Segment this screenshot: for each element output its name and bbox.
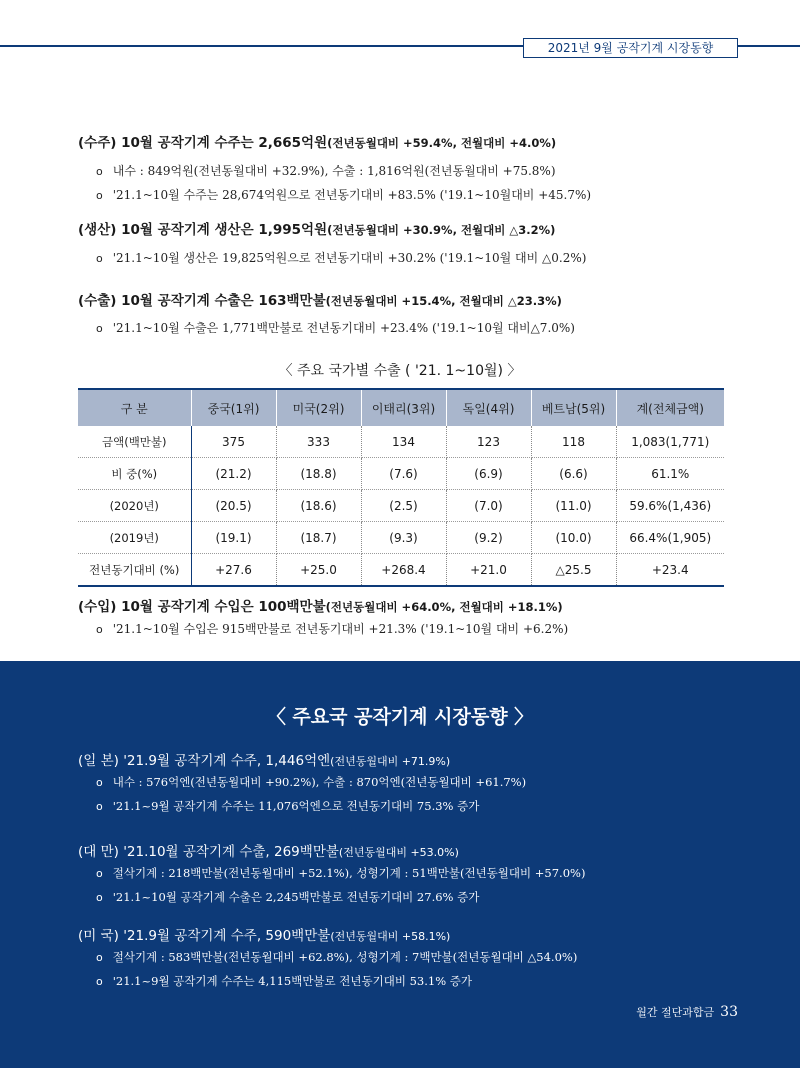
table-cell: 66.4%(1,905) [616, 522, 724, 554]
bullet-icon: o [96, 189, 103, 202]
list-item: o 내수 : 576억엔(전년동월대비 +90.2%), 수출 : 870억엔(전년동월대비 +61.7%) [96, 775, 527, 789]
list-item: o 절삭기계 : 583백만불(전년동월대비 +62.8%), 성형기계 : 7백만불(전년동월대비 △54.0%) [96, 950, 578, 964]
list-item: o '21.1~10월 수입은 915백만불로 전년동기대비 +21.3% ('19.1~10월 대비 +6.2%) [96, 622, 569, 636]
exports-note: (전년동월대비 +15.4%, 전월대비 △23.3%) [325, 294, 562, 308]
table-cell: (2020년) [78, 490, 191, 522]
table-cell: (9.2) [446, 522, 531, 554]
table-row [78, 554, 724, 587]
table-row [78, 458, 724, 490]
exports-title: (수출) 10월 공작기계 수출은 163백만불 [78, 293, 326, 309]
table-cell: +21.0 [446, 554, 531, 587]
table-cell: 금액(백만불) [78, 426, 191, 458]
production-title: (생산) 10월 공작기계 생산은 1,995억원 [78, 222, 328, 238]
table-cell: (7.0) [446, 490, 531, 522]
export-by-country-table [78, 388, 724, 587]
table-cell: (11.0) [531, 490, 616, 522]
table-cell: (9.3) [361, 522, 446, 554]
table-row [78, 490, 724, 522]
table-row [78, 522, 724, 554]
table-cell: +268.4 [361, 554, 446, 587]
bullet-icon: o [96, 800, 103, 813]
table-cell: (7.6) [361, 458, 446, 490]
bullet-icon: o [96, 975, 103, 988]
page-footer [636, 1004, 738, 1020]
table-cell: (18.6) [276, 490, 361, 522]
table-cell: (18.7) [276, 522, 361, 554]
header-title: 2021년 9월 공작기계 시장동향 [523, 38, 738, 58]
production-note: (전년동월대비 +30.9%, 전월대비 △3.2%) [327, 223, 556, 237]
section-usa-heading: (미 국) '21.9월 공작기계 수주, 590백만불(전년동월대비 +58.1%) [78, 928, 451, 944]
table-row [78, 426, 724, 458]
table-cell: 134 [361, 426, 446, 458]
table-cell: 전년동기대비 (%) [78, 554, 191, 587]
bullet-icon: o [96, 322, 103, 335]
table-cell: 61.1% [616, 458, 724, 490]
bullet-icon: o [96, 252, 103, 265]
table-cell: 123 [446, 426, 531, 458]
table-cell: 375 [191, 426, 276, 458]
table-header-cell: 중국(1위) [191, 389, 276, 426]
list-item: o 내수 : 849억원(전년동월대비 +32.9%), 수출 : 1,816억원(전년동월대비 +75.8%) [96, 164, 556, 178]
list-item: o '21.1~10월 공작기계 수출은 2,245백만불로 전년동기대비 27.6% 증가 [96, 890, 480, 904]
global-trends-title: 〈 주요국 공작기계 시장동향 〉 [266, 706, 534, 728]
table-header-cell: 계(전체금액) [616, 389, 724, 426]
section-production-heading [78, 218, 555, 238]
orders-note: (전년동월대비 +59.4%, 전월대비 +4.0%) [327, 136, 557, 150]
table-cell: (21.2) [191, 458, 276, 490]
list-item: o '21.1~9월 공작기계 수주는 11,076억엔으로 전년동기대비 75.3% 증가 [96, 799, 480, 813]
table-cell: (6.9) [446, 458, 531, 490]
table-cell: (2.5) [361, 490, 446, 522]
section-taiwan-heading: (대 만) '21.10월 공작기계 수출, 269백만불(전년동월대비 +53.0%) [78, 844, 459, 860]
table-cell: (10.0) [531, 522, 616, 554]
table-header-cell: 구 분 [78, 389, 191, 426]
list-item: o '21.1~10월 수주는 28,674억원으로 전년동기대비 +83.5% ('19.1~10월대비 +45.7%) [96, 188, 592, 202]
table-cell: 1,083(1,771) [616, 426, 724, 458]
section-exports-heading [78, 289, 562, 309]
table-cell: +27.6 [191, 554, 276, 587]
table-cell: 118 [531, 426, 616, 458]
bullet-icon: o [96, 776, 103, 789]
table-cell: (20.5) [191, 490, 276, 522]
table-cell: 59.6%(1,436) [616, 490, 724, 522]
list-item: o 절삭기계 : 218백만불(전년동월대비 +52.1%), 성형기계 : 51백만불(전년동월대비 +57.0%) [96, 866, 586, 880]
magazine-name: 월간 절단과합금 [636, 1006, 715, 1019]
list-item: o '21.1~9월 공작기계 수주는 4,115백만불로 전년동기대비 53.1% 증가 [96, 974, 473, 988]
table-cell: (19.1) [191, 522, 276, 554]
bullet-icon: o [96, 623, 103, 636]
table-cell: 333 [276, 426, 361, 458]
imports-note: (전년동월대비 +64.0%, 전월대비 +18.1%) [325, 600, 563, 614]
table-header-cell: 미국(2위) [276, 389, 361, 426]
table-header-cell: 이태리(3위) [361, 389, 446, 426]
imports-title: (수입) 10월 공작기계 수입은 100백만불 [78, 599, 326, 615]
table-cell: (2019년) [78, 522, 191, 554]
table-cell: +25.0 [276, 554, 361, 587]
list-item: o '21.1~10월 수출은 1,771백만불로 전년동기대비 +23.4% ('19.1~10월 대비△7.0%) [96, 321, 575, 335]
section-japan-heading: (일 본) '21.9월 공작기계 수주, 1,446억엔(전년동월대비 +71.9%) [78, 753, 451, 769]
bullet-icon: o [96, 867, 103, 880]
table-title: 〈 주요 국가별 수출 ( '21. 1~10월) 〉 [278, 363, 522, 379]
table-cell: △25.5 [531, 554, 616, 587]
table-header-cell: 독일(4위) [446, 389, 531, 426]
table-cell: (6.6) [531, 458, 616, 490]
bullet-icon: o [96, 951, 103, 964]
section-imports-heading [78, 595, 563, 615]
table-cell: 비 중(%) [78, 458, 191, 490]
bullet-icon: o [96, 165, 103, 178]
table-cell: +23.4 [616, 554, 724, 587]
page-number: 33 [720, 1004, 738, 1020]
bullet-icon: o [96, 891, 103, 904]
orders-title: (수주) 10월 공작기계 수주는 2,665억원 [78, 135, 328, 151]
list-item: o '21.1~10월 생산은 19,825억원으로 전년동기대비 +30.2% ('19.1~10월 대비 △0.2%) [96, 251, 587, 265]
section-orders-heading [78, 131, 556, 151]
table-header-row [78, 389, 724, 426]
table-cell: (18.8) [276, 458, 361, 490]
table-header-cell: 베트남(5위) [531, 389, 616, 426]
